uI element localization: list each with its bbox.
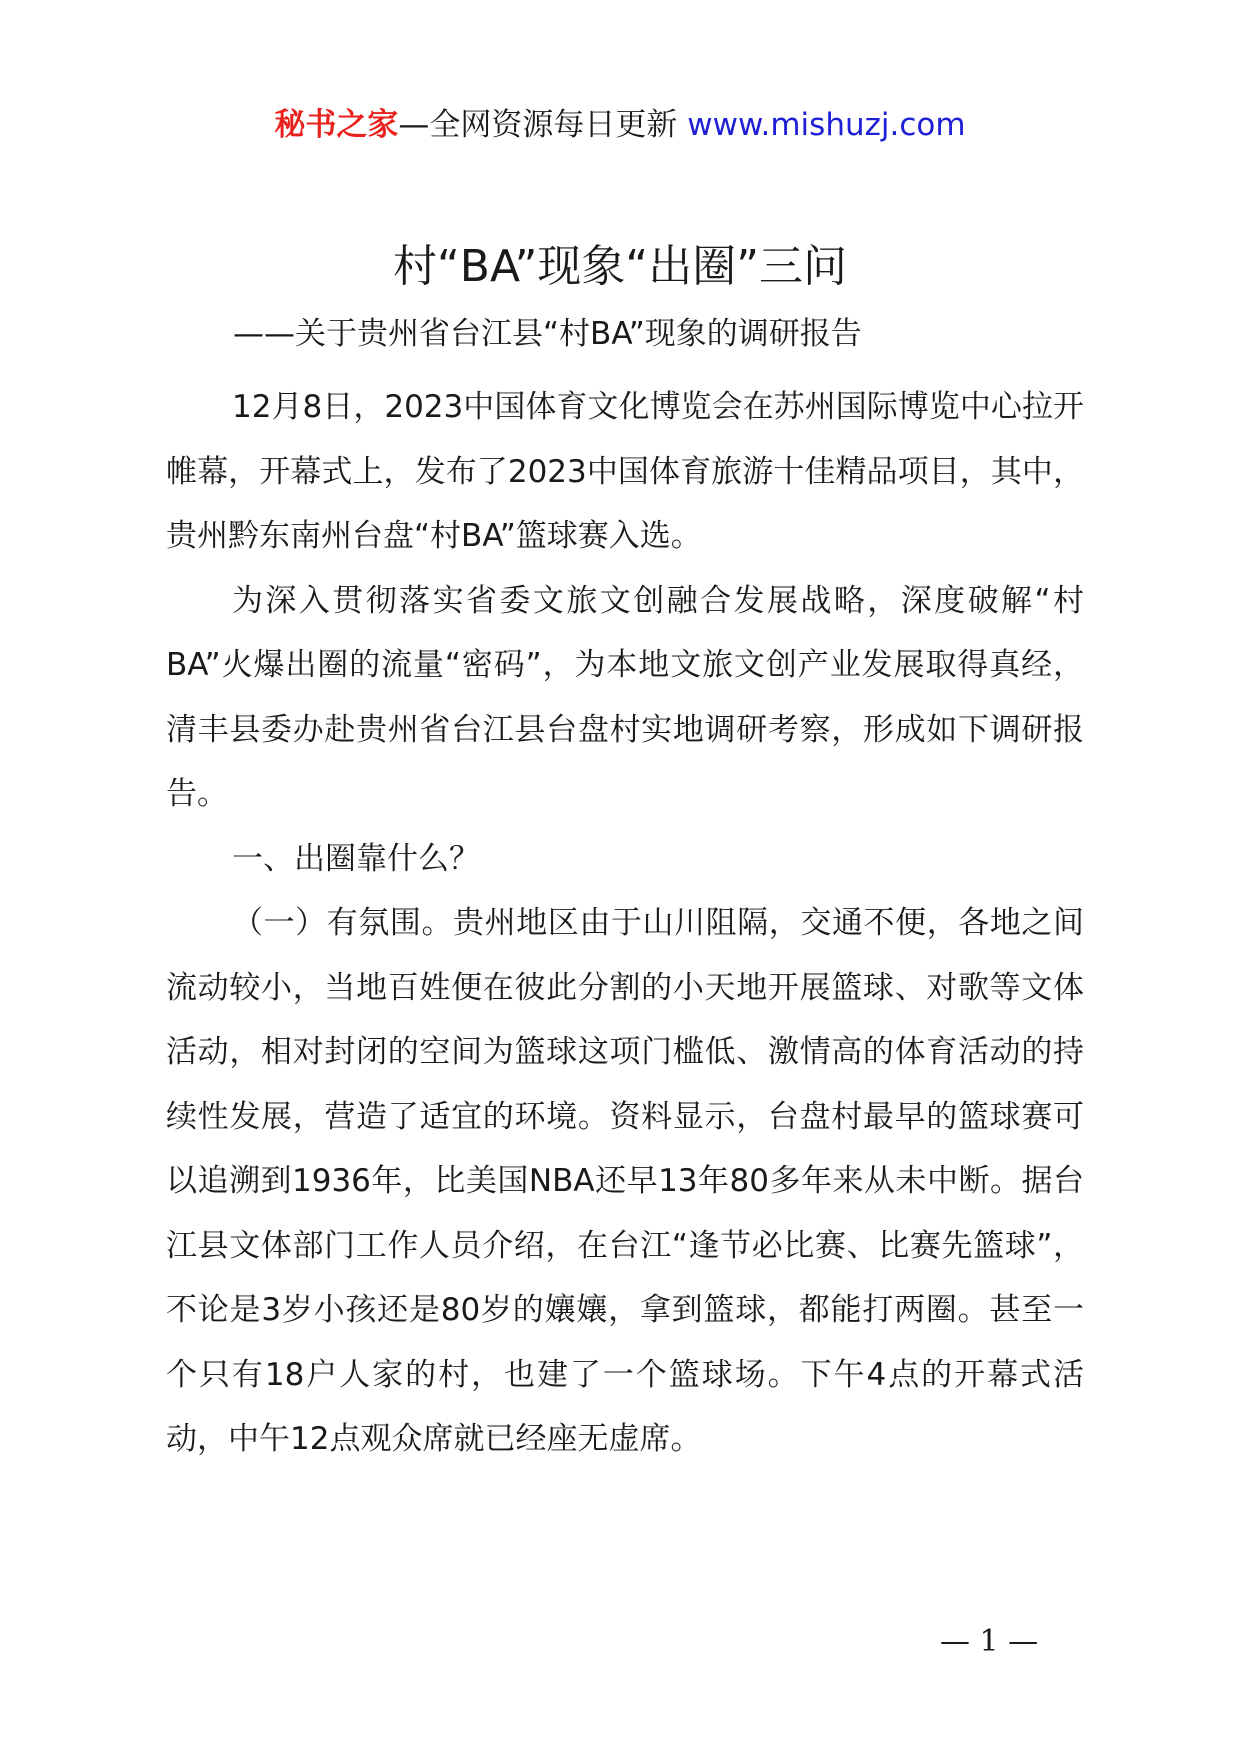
paragraph-intro: 12月8日，2023中国体育文化博览会在苏州国际博览中心拉开帷幕，开幕式上，发布了2023中国体育旅游十佳精品项目，其中，贵州黔东南州台盘“村BA”篮球赛入选。 — [166, 389, 1084, 554]
document-title: 村“BA”现象“出圈”三问 — [392, 241, 848, 292]
paragraph-purpose: 为深入贯彻落实省委文旅文创融合发展战略，深度破解“村BA”火爆出圈的流量“密码”，为本地文旅文创产业发展取得真经，清丰县委办赴贵州省台江县台盘村实地调研考察，形成如下调研报告。 — [166, 582, 1084, 812]
header-slogan: —全网资源每日更新 — [398, 107, 688, 143]
document-body — [166, 375, 1084, 1472]
paragraph-atmosphere: （一）有氛围。贵州地区由于山川阻隔，交通不便，各地之间流动较小，当地百姓便在彼此分割的小天地开展篮球、对歌等文体活动，相对封闭的空间为篮球这项门槛低、激情高的体育活动的持续性发展，营造了适宜的环境。资料显示，台盘村最早的篮球赛可以追溯到1936年，比美国NBA还早13年80多年来从未中断。据台江县文体部门工作人员介绍，在台江“逢节必比赛、比赛先篮球”，不论是3岁小孩还是80岁的孃孃，拿到篮球，都能打两圈。甚至一个只有18户人家的村，也建了一个篮球场。下午4点的开幕式活动，中午12点观众席就已经座无虚席。 — [166, 905, 1084, 1457]
section-heading-1: 一、出圈靠什么？ — [232, 840, 480, 877]
site-header — [0, 104, 1240, 146]
site-url-link[interactable]: www.mishuzj.com — [687, 107, 966, 143]
document-subtitle: ——关于贵州省台江县“村BA”现象的调研报告 — [233, 316, 862, 352]
page-number: — 1 — — [940, 1624, 1039, 1659]
brand-name: 秘书之家 — [274, 107, 399, 143]
